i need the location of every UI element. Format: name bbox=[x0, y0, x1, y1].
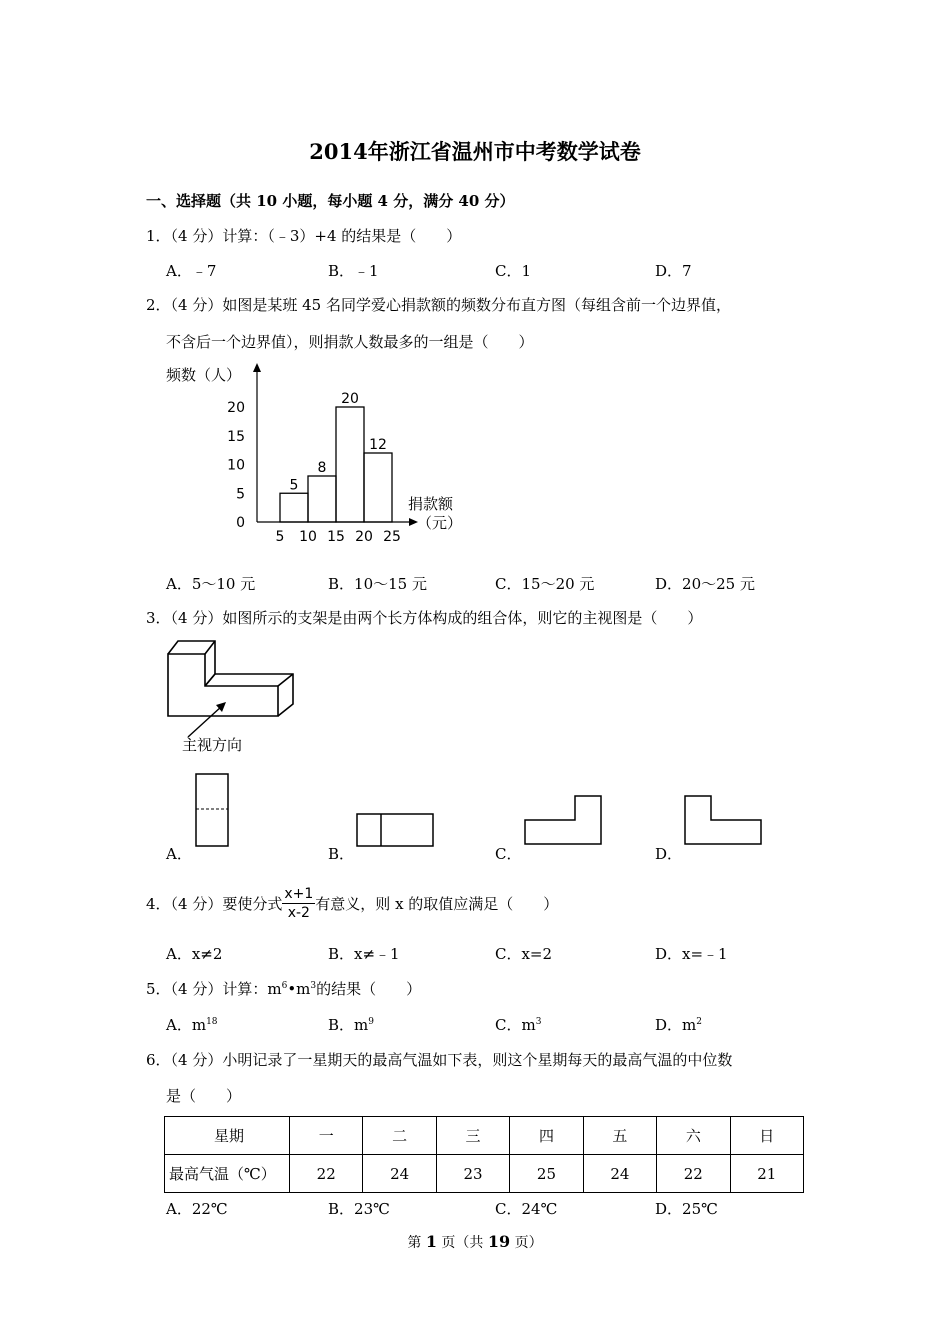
histogram-chart bbox=[160, 360, 490, 552]
table-cell: 二 bbox=[363, 1117, 436, 1155]
question-2-line-2: 不含后一个边界值），则捐款人数最多的一组是（ ） bbox=[166, 333, 534, 351]
q5-option-c-exp: 3 bbox=[535, 1017, 542, 1027]
q2-option-c[interactable]: C．15～20 元 bbox=[495, 575, 595, 593]
bar-value-label: 20 bbox=[341, 391, 359, 407]
histogram-bar bbox=[308, 476, 336, 522]
y-tick-label: 5 bbox=[236, 486, 245, 503]
q5-option-a-exp: 18 bbox=[206, 1017, 218, 1027]
q4-fraction bbox=[282, 885, 315, 922]
page-title: 2014年浙江省温州市中考数学试卷 bbox=[309, 139, 641, 164]
q5-option-a[interactable] bbox=[166, 1014, 218, 1035]
page-footer bbox=[0, 1232, 950, 1252]
table-row bbox=[165, 1155, 804, 1193]
q2-option-a[interactable]: A．5～10 元 bbox=[166, 575, 256, 593]
x-tick-label: 20 bbox=[355, 529, 373, 545]
q3-option-a-figure bbox=[190, 770, 235, 850]
q2-option-d[interactable]: D．20～25 元 bbox=[655, 575, 755, 593]
q1-option-a[interactable]: A．﹣7 bbox=[166, 262, 217, 280]
table-cell: 四 bbox=[510, 1117, 583, 1155]
question-5 bbox=[146, 978, 421, 999]
q5-option-c[interactable] bbox=[495, 1014, 541, 1035]
q5-exponent-2: 3 bbox=[310, 981, 317, 991]
q4-prefix: 4．（4 分）要使分式 bbox=[146, 895, 283, 913]
x-tick-label: 25 bbox=[383, 529, 401, 545]
q4-option-a[interactable]: A．x≠2 bbox=[166, 945, 223, 963]
chart-xlabel: 捐款额 bbox=[408, 495, 454, 513]
q1-option-b[interactable]: B．﹣1 bbox=[328, 262, 379, 280]
section-heading: 一、选择题（共 10 小题，每小题 4 分，满分 40 分） bbox=[146, 192, 515, 210]
view-direction-label: 主视方向 bbox=[182, 736, 243, 754]
q5-prefix: 5．（4 分）计算：m bbox=[146, 980, 282, 998]
q2-option-b[interactable]: B．10～15 元 bbox=[328, 575, 427, 593]
q3-option-d-figure bbox=[680, 793, 770, 849]
bar-value-label: 8 bbox=[317, 460, 327, 476]
question-2-line-1: 2．（4 分）如图是某班 45 名同学爱心捐款额的频数分布直方图（每组含前一个边界值， bbox=[146, 296, 731, 314]
q4-option-c[interactable]: C．x=2 bbox=[495, 945, 553, 963]
y-tick-label: 15 bbox=[227, 428, 245, 445]
q6-option-c[interactable]: C．24℃ bbox=[495, 1200, 558, 1218]
table-cell: 日 bbox=[730, 1117, 803, 1155]
x-tick-label: 10 bbox=[299, 529, 317, 545]
table-cell: 22 bbox=[290, 1155, 363, 1193]
q3-option-d[interactable]: D． bbox=[655, 845, 683, 863]
table-cell: 最高气温（℃） bbox=[165, 1155, 290, 1193]
x-tick-label: 5 bbox=[275, 529, 285, 545]
q3-option-c[interactable]: C． bbox=[495, 845, 522, 863]
footer-total-pages: 19 bbox=[487, 1232, 511, 1251]
q5-option-b-base: B．m bbox=[328, 1016, 369, 1034]
y-tick-label: 0 bbox=[236, 515, 245, 531]
view-direction-arrow bbox=[188, 706, 222, 737]
table-cell: 24 bbox=[363, 1155, 436, 1193]
q3-option-c-figure bbox=[520, 793, 610, 849]
q5-option-d-exp: 2 bbox=[696, 1017, 702, 1027]
q4-suffix: 有意义，则 x 的取值应满足（ ） bbox=[315, 895, 559, 913]
x-tick-label: 15 bbox=[327, 529, 345, 545]
q4-option-b[interactable]: B．x≠﹣1 bbox=[328, 945, 400, 963]
table-cell: 一 bbox=[290, 1117, 363, 1155]
q4-fraction-denominator: x-2 bbox=[287, 905, 310, 921]
q3-option-b-figure bbox=[352, 810, 442, 850]
y-tick-label: 20 bbox=[227, 400, 245, 416]
q5-option-b-exp: 9 bbox=[368, 1017, 374, 1027]
histogram-bar bbox=[336, 407, 364, 522]
footer-suffix: 页） bbox=[510, 1235, 543, 1251]
q5-option-a-base: A．m bbox=[166, 1016, 207, 1034]
histogram-bar bbox=[364, 453, 392, 522]
question-3: 3．（4 分）如图所示的支架是由两个长方体构成的组合体，则它的主视图是（ ） bbox=[146, 609, 703, 627]
q4-option-d[interactable]: D．x=﹣1 bbox=[655, 945, 728, 963]
table-cell: 三 bbox=[436, 1117, 509, 1155]
question-1: 1．（4 分）计算：（﹣3）+4 的结果是（ ） bbox=[146, 227, 462, 245]
chart-xlabel-unit: （元） bbox=[417, 514, 463, 532]
table-cell: 星期 bbox=[165, 1117, 290, 1155]
bar-value-label: 5 bbox=[289, 477, 299, 494]
q1-option-d[interactable]: D．7 bbox=[655, 262, 692, 280]
question-4 bbox=[146, 885, 558, 922]
chart-ylabel: 频数（人） bbox=[166, 366, 242, 384]
temperature-table bbox=[164, 1116, 804, 1193]
q5-option-c-base: C．m bbox=[495, 1016, 536, 1034]
q3-option-a[interactable]: A． bbox=[166, 845, 192, 863]
q5-mid: •m bbox=[287, 980, 311, 998]
footer-page-number: 1 bbox=[425, 1232, 437, 1251]
table-cell: 22 bbox=[657, 1155, 730, 1193]
q4-fraction-numerator: x+1 bbox=[284, 886, 314, 902]
table-cell: 24 bbox=[583, 1155, 656, 1193]
q3-option-b[interactable]: B． bbox=[328, 845, 355, 863]
footer-middle: 页（共 bbox=[436, 1235, 488, 1251]
y-tick-label: 10 bbox=[227, 457, 245, 474]
q5-option-b[interactable] bbox=[328, 1014, 374, 1035]
table-cell: 六 bbox=[657, 1117, 730, 1155]
q5-exponent-1: 6 bbox=[281, 981, 288, 991]
table-cell: 25 bbox=[510, 1155, 583, 1193]
footer-prefix: 第 bbox=[407, 1235, 426, 1251]
table-cell: 23 bbox=[436, 1155, 509, 1193]
q5-option-d[interactable] bbox=[655, 1014, 702, 1035]
q5-option-d-base: D．m bbox=[655, 1016, 697, 1034]
y-axis-arrow bbox=[253, 363, 261, 372]
q1-option-c[interactable]: C．1 bbox=[495, 262, 532, 280]
question-6-line-2: 是（ ） bbox=[166, 1087, 242, 1105]
q6-option-a[interactable]: A．22℃ bbox=[166, 1200, 228, 1218]
question-6-line-1: 6．（4 分）小明记录了一星期天的最高气温如下表，则这个星期每天的最高气温的中位数 bbox=[146, 1051, 733, 1069]
histogram-bar bbox=[280, 493, 308, 522]
q5-suffix: 的结果（ ） bbox=[316, 980, 422, 998]
table-header-row bbox=[165, 1117, 804, 1155]
table-cell: 五 bbox=[583, 1117, 656, 1155]
bracket-3d-figure bbox=[160, 636, 305, 756]
q6-option-d[interactable]: D．25℃ bbox=[655, 1200, 718, 1218]
q6-option-b[interactable]: B．23℃ bbox=[328, 1200, 390, 1218]
table-cell: 21 bbox=[730, 1155, 803, 1193]
bar-value-label: 12 bbox=[369, 437, 387, 453]
